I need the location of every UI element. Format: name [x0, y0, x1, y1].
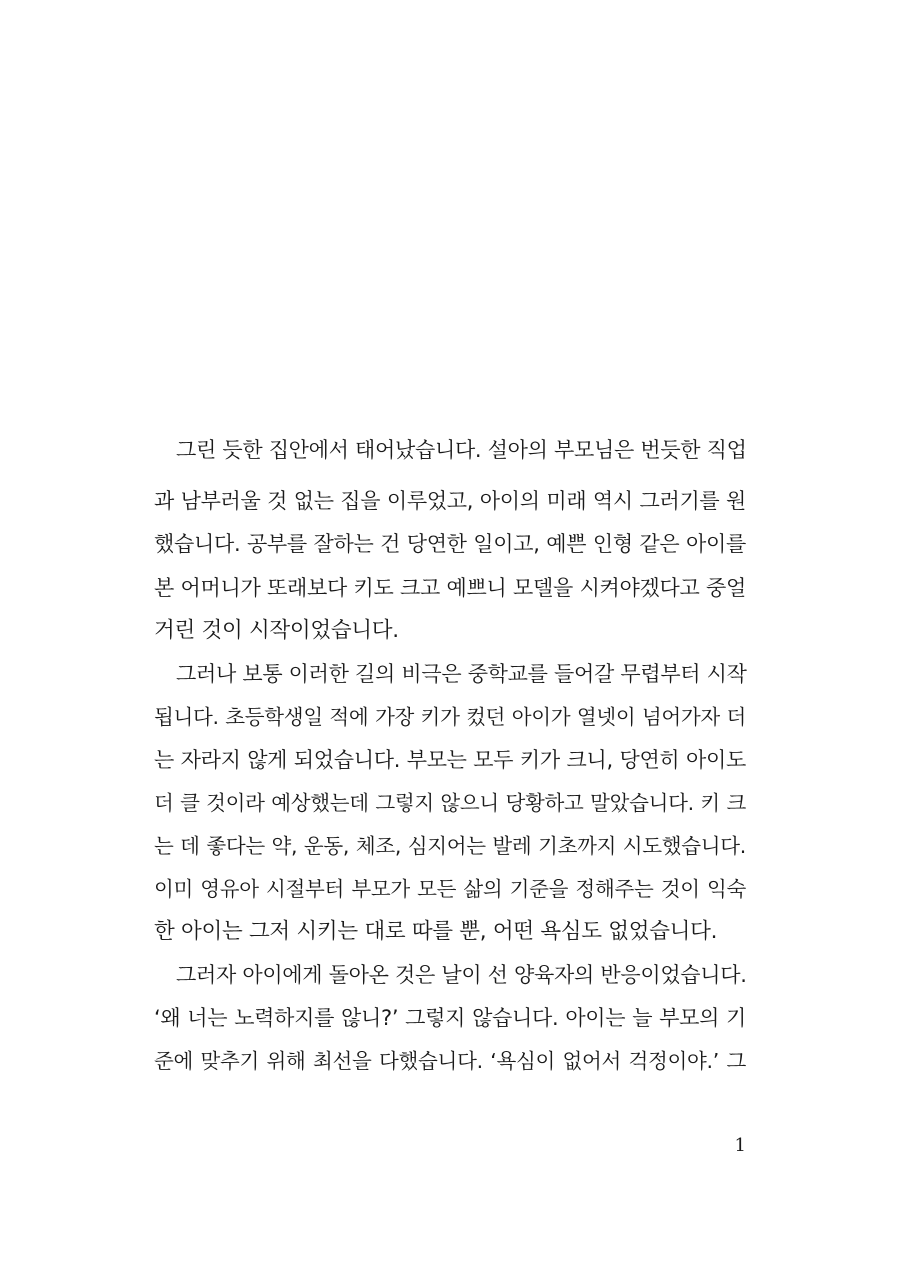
text-line: 본 어머니가 또래보다 키도 크고 예쁘니 모델을 시켜야겠다고 중얼	[154, 576, 746, 600]
text-line: 는 자라지 않게 되었습니다. 부모는 모두 키가 크니, 당연히 아이도	[154, 748, 746, 772]
text-line: 과 남부러울 것 없는 집을 이루었고, 아이의 미래 역시 그러기를 원	[154, 489, 746, 513]
text-line: 한 아이는 그저 시키는 대로 따를 뿐, 어떤 욕심도 없었습니다.	[154, 919, 718, 944]
text-line: 이미 영유아 시절부터 부모가 모든 삶의 기준을 정해주는 것이 익숙	[154, 877, 746, 901]
text-line: ‘왜 너는 노력하지를 않니?’ 그렇지 않습니다. 아이는 늘 부모의 기	[154, 1006, 746, 1030]
text-line: 됩니다. 초등학생일 적에 가장 키가 컸던 아이가 열넷이 넘어가자 더	[154, 705, 746, 729]
text-line: 그러자 아이에게 돌아온 것은 날이 선 양육자의 반응이었습니다.	[176, 963, 747, 987]
page-number: 1	[734, 1135, 746, 1156]
text-line: 그린 듯한 집안에서 태어났습니다. 설아의 부모님은 번듯한 직업	[176, 438, 747, 462]
text-line: 거린 것이 시작이었습니다.	[154, 618, 399, 643]
text-line: 는 데 좋다는 약, 운동, 체조, 심지어는 발레 기초까지 시도했습니다.	[154, 834, 746, 858]
text-line: 했습니다. 공부를 잘하는 건 당연한 일이고, 예쁜 인형 같은 아이를	[154, 532, 746, 556]
text-line: 준에 맞추기 위해 최선을 다했습니다. ‘욕심이 없어서 걱정이야.’ 그	[154, 1049, 746, 1073]
text-line: 더 클 것이라 예상했는데 그렇지 않으니 당황하고 말았습니다. 키 크	[154, 791, 746, 815]
text-line: 그러나 보통 이러한 길의 비극은 중학교를 들어갈 무렵부터 시작	[176, 662, 747, 686]
